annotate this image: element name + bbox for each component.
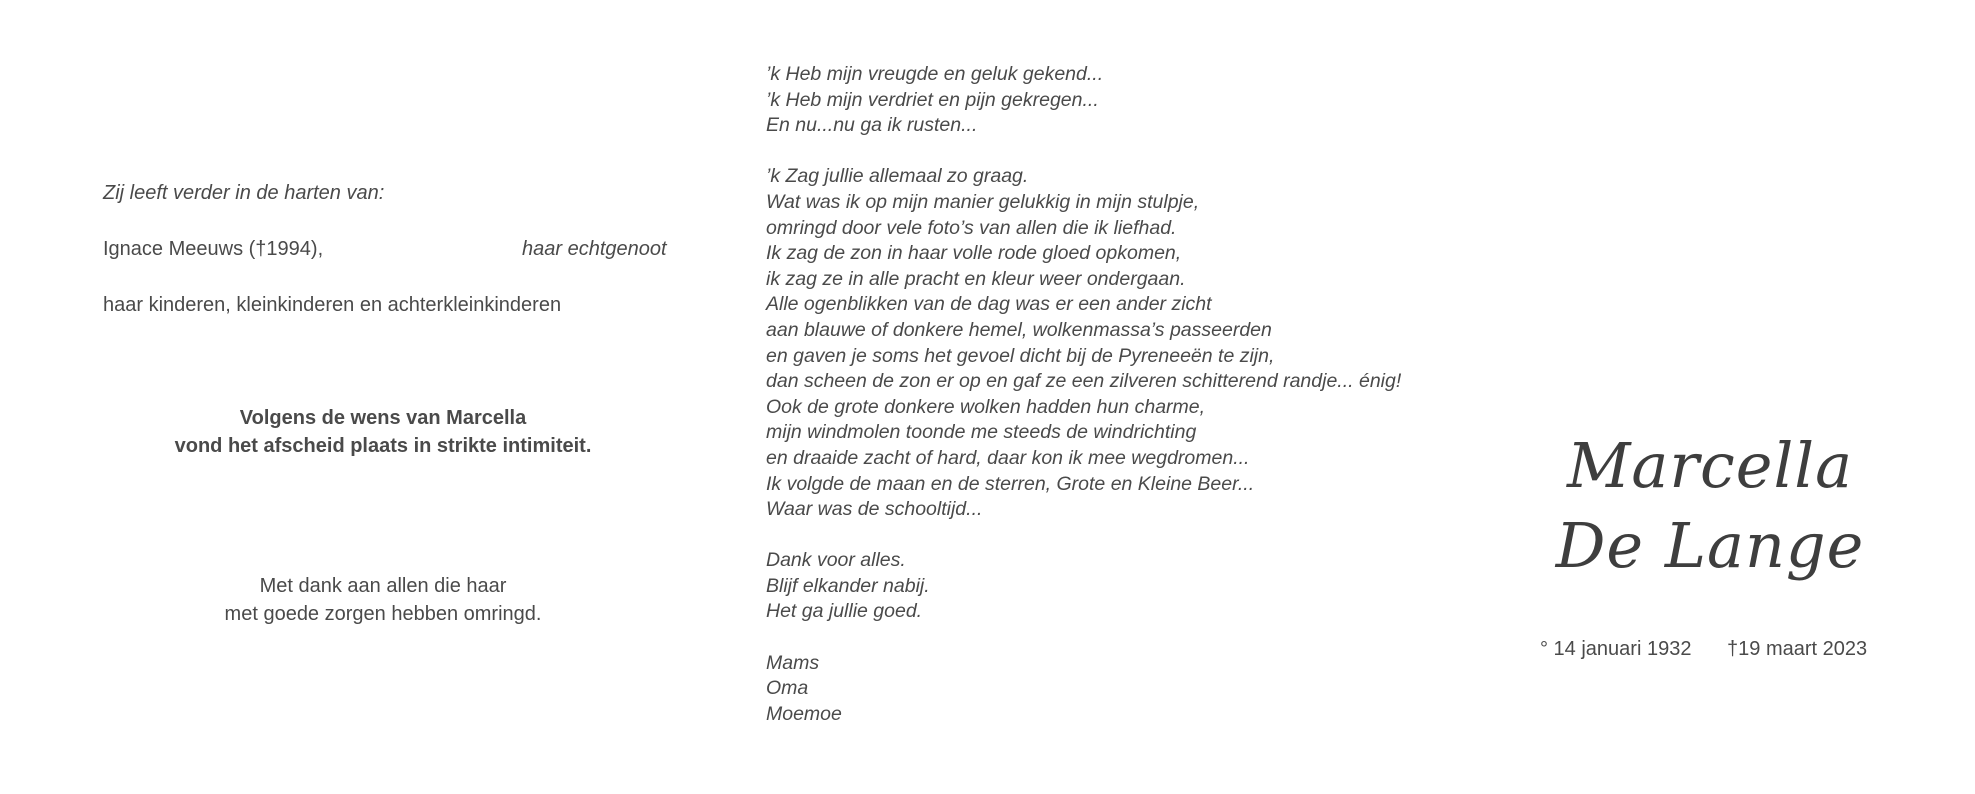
poem-line: Oma [766, 677, 809, 700]
death-date: †19 maart 2023 [1727, 638, 1868, 660]
thanks-line: Met dank aan allen die haar [259, 575, 507, 597]
thanks-line: met goede zorgen hebben omringd. [224, 603, 542, 625]
poem-line: Waar was de schooltijd... [766, 498, 983, 521]
poem-line: Mams [766, 651, 820, 674]
first-name: Marcella [1566, 429, 1854, 502]
life-dates [1540, 638, 1867, 661]
deceased-name [1500, 426, 1920, 586]
spouse-role: haar echtgenoot [522, 238, 667, 260]
poem-line: mijn windmolen toonde me steeds de windrichting [766, 421, 1197, 444]
poem-line: dan scheen de zon er op en gaf ze een zilveren schitterend randje... énig! [766, 370, 1402, 393]
poem-line: Alle ogenblikken van de dag was er een ander zicht [766, 293, 1212, 316]
poem-line: En nu...nu ga ik rusten... [766, 114, 978, 137]
poem-line: omringd door vele foto’s van allen die ik liefhad. [766, 216, 1177, 239]
poem-line: Ik volgde de maan en de sterren, Grote en Kleine Beer... [766, 472, 1255, 495]
poem-line: ’k Heb mijn vreugde en geluk gekend... [766, 63, 1104, 85]
poem-line: Blijf elkander nabij. [766, 574, 930, 597]
poem-stanza [766, 548, 1401, 625]
poem-line: Wat was ik op mijn manier gelukkig in mijn stulpje, [766, 190, 1200, 213]
poem-line: ’k Heb mijn verdriet en pijn gekregen... [766, 88, 1099, 111]
poem-line: ik zag ze in alle pracht en kleur weer ondergaan. [766, 267, 1186, 290]
poem [766, 62, 1401, 753]
poem-stanza [766, 164, 1401, 522]
poem-line: Ik zag de zon in haar volle rode gloed opkomen, [766, 242, 1182, 265]
poem-line: Het ga jullie goed. [766, 600, 923, 623]
poem-line: aan blauwe of donkere hemel, wolkenmassa’s passeerden [766, 318, 1272, 341]
poem-line: en gaven je soms het gevoel dicht bij de Pyreneeën te zijn, [766, 344, 1275, 367]
farewell-line: Volgens de wens van Marcella [239, 407, 527, 429]
poem-line: Moemoe [766, 702, 842, 725]
thanks-note [103, 572, 663, 628]
poem-stanza [766, 651, 1401, 728]
intro-text: Zij leeft verder in de harten van: [103, 182, 385, 204]
poem-line: en draaide zacht of hard, daar kon ik mee wegdromen... [766, 446, 1250, 469]
poem-line: Dank voor alles. [766, 549, 906, 572]
farewell-notice [103, 404, 663, 460]
birth-date: ° 14 januari 1932 [1540, 638, 1692, 660]
poem-line: ’k Zag jullie allemaal zo graag. [766, 165, 1029, 188]
poem-line: Ook de grote donkere wolken hadden hun charme, [766, 395, 1206, 418]
poem-stanza [766, 62, 1401, 139]
farewell-line: vond het afscheid plaats in strikte intimiteit. [174, 435, 592, 457]
spouse-name: Ignace Meeuws (†1994), [103, 238, 324, 260]
last-name: De Lange [1555, 509, 1865, 582]
family-text: haar kinderen, kleinkinderen en achterkleinkinderen [103, 294, 562, 316]
